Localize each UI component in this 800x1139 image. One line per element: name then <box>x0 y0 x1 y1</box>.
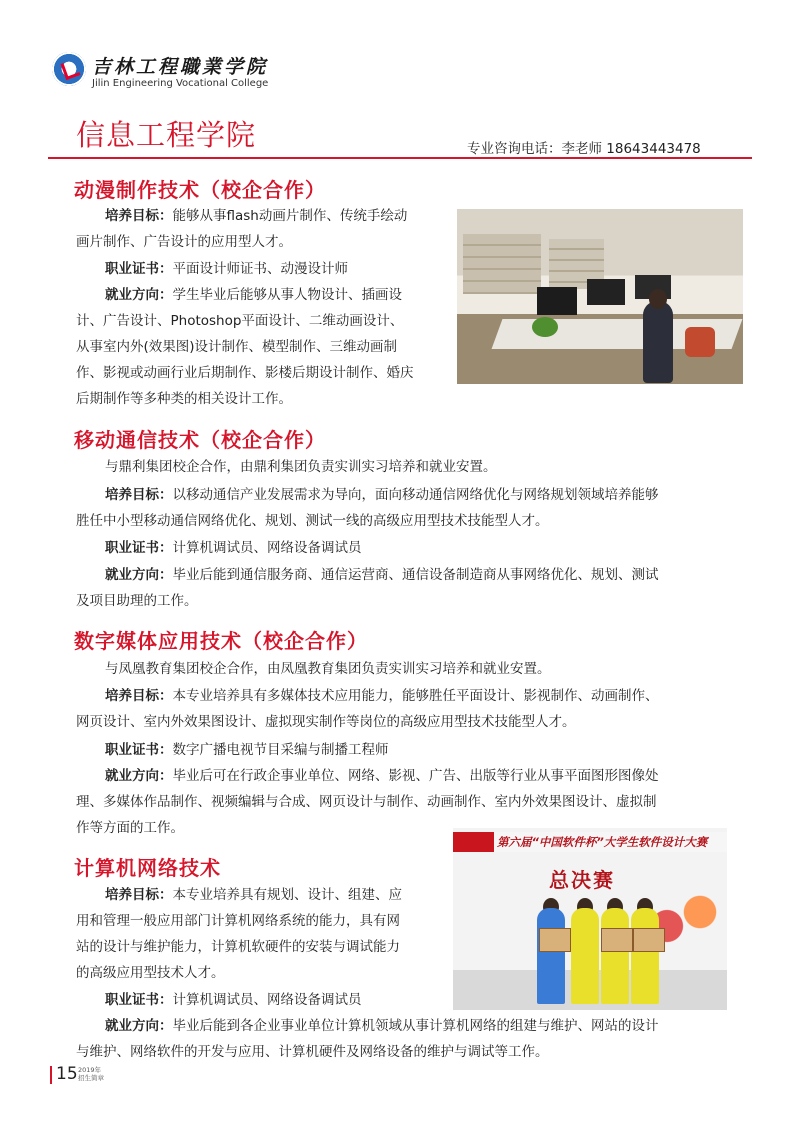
paragraph-line: 与凤凰教育集团校企合作，由凤凰教育集团负责实训实习培养和就业安置。 <box>105 661 551 677</box>
monitor-shape <box>587 279 625 305</box>
competition-photo <box>453 828 727 1010</box>
paragraph-line: 培养目标：以移动通信产业发展需求为导向，面向移动通信网络优化与网络规划领域培养能够 <box>105 487 659 503</box>
paragraph-line: 作、影视或动画行业后期制作、影楼后期设计制作、婚庆 <box>76 365 414 381</box>
person-shape <box>643 301 673 383</box>
paragraph-line: 从事室内外(效果图)设计制作、模型制作、三维动画制 <box>76 339 398 355</box>
college-name-cn: 吉林工程職業学院 <box>92 56 269 78</box>
paragraph-line: 胜任中小型移动通信网络优化、规划、测试一线的高级应用型技术技能型人才。 <box>76 513 549 529</box>
paragraph-line: 用和管理一般应用部门计算机网络系统的能力，具有网 <box>76 913 400 929</box>
person-shape <box>601 908 629 1004</box>
paragraph-line: 理、多媒体作品制作、视频编辑与合成、网页设计与制作、动画制作、室内外效果图设计、虚拟制 <box>76 794 657 810</box>
paragraph-line: 网页设计、室内外效果图设计、虚拟现实制作等岗位的高级应用型技术技能型人才。 <box>76 714 576 730</box>
person-head-shape <box>649 289 667 309</box>
monitor-shape <box>537 287 577 315</box>
page-number: 15 <box>56 1064 78 1084</box>
paragraph-line: 就业方向：毕业后可在行政企事业单位、网络、影视、广告、出版等行业从事平面图形图像处 <box>105 768 659 784</box>
certificate-shape <box>633 928 665 952</box>
paragraph-line: 与鼎利集团校企合作，由鼎利集团负责实训实习培养和就业安置。 <box>105 459 497 475</box>
paragraph-line: 职业证书：计算机调试员、网络设备调试员 <box>105 992 362 1008</box>
paragraph-line: 站的设计与维护能力，计算机软硬件的安装与调试能力 <box>76 939 400 955</box>
college-emblem-icon <box>52 52 86 86</box>
chair-shape <box>685 327 715 357</box>
section-title-network: 计算机网络技术 <box>74 856 221 880</box>
person-shape <box>571 908 599 1004</box>
paragraph-line: 就业方向：学生毕业后能够从事人物设计、插画设 <box>105 287 402 303</box>
competition-banner-text: 第六届“中国软件杯”大学生软件设计大赛 <box>497 835 708 849</box>
paragraph-line: 职业证书：计算机调试员、网络设备调试员 <box>105 540 362 556</box>
paragraph-line: 职业证书：数字广播电视节目采编与制播工程师 <box>105 742 389 758</box>
paragraph-line: 作等方面的工作。 <box>76 820 184 836</box>
paragraph-line: 职业证书：平面设计师证书、动漫设计师 <box>105 261 348 277</box>
plant-shape <box>532 317 558 337</box>
person-shape <box>631 908 659 1004</box>
college-name-en: Jilin Engineering Vocational College <box>92 78 269 89</box>
office-photo <box>457 209 743 384</box>
shelf-shape <box>463 234 541 294</box>
paragraph-line: 及项目助理的工作。 <box>76 593 198 609</box>
final-round-text: 总决赛 <box>549 868 615 892</box>
paragraph-line: 后期制作等多种类的相关设计工作。 <box>76 391 292 407</box>
paragraph-line: 就业方向：毕业后能到通信服务商、通信运营商、通信设备制造商从事网络优化、规划、测试 <box>105 567 659 583</box>
paragraph-line: 计、广告设计、Photoshop平面设计、二维动画设计、 <box>76 313 404 329</box>
consult-hotline: 专业咨询电话：李老师 18643443478 <box>467 141 701 157</box>
paragraph-line: 培养目标：能够从事flash动画片制作、传统手绘动 <box>105 208 408 224</box>
certificate-shape <box>601 928 633 952</box>
paragraph-line: 与维护、网络软件的开发与应用、计算机硬件及网络设备的维护与调试等工作。 <box>76 1044 549 1060</box>
footer-caption <box>78 1066 104 1082</box>
section-title-mobile-comm: 移动通信技术（校企合作） <box>74 428 326 452</box>
paragraph-line: 培养目标：本专业培养具有多媒体技术应用能力，能够胜任平面设计、影视制作、动画制作、 <box>105 688 659 704</box>
paragraph-line: 画片制作、广告设计的应用型人才。 <box>76 234 292 250</box>
section-title-animation: 动漫制作技术（校企合作） <box>74 178 326 202</box>
header-divider <box>48 157 752 159</box>
paragraph-line: 就业方向：毕业后能到各企业事业单位计算机领域从事计算机网络的组建与维护、网站的设计 <box>105 1018 659 1034</box>
person-shape <box>537 908 565 1004</box>
certificate-shape <box>539 928 571 952</box>
footer-marker <box>50 1066 52 1084</box>
department-title: 信息工程学院 <box>76 118 257 152</box>
section-title-digital-media: 数字媒体应用技术（校企合作） <box>74 629 368 653</box>
footer-guide: 招生简章 <box>78 1074 104 1082</box>
paragraph-line: 的高级应用型技术人才。 <box>76 965 225 981</box>
paragraph-line: 培养目标：本专业培养具有规划、设计、组建、应 <box>105 887 402 903</box>
footer-year: 2019年 <box>78 1066 102 1074</box>
